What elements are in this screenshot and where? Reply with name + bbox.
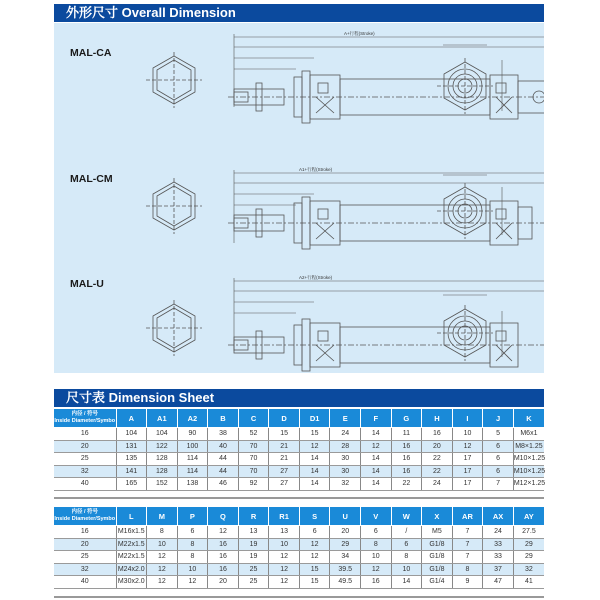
table-cell: 22 — [391, 478, 422, 491]
column-header-a2: A2 — [177, 409, 208, 428]
table-cell: G1/8 — [422, 563, 453, 576]
table-cell: 27 — [269, 478, 300, 491]
table-cell: M24x2.0 — [116, 563, 147, 576]
table-cell: 14 — [361, 428, 392, 441]
table-cell: 6 — [483, 440, 514, 453]
table-cell: 20 — [208, 576, 239, 589]
table-cell: 12 — [269, 576, 300, 589]
table-cell: 38 — [208, 428, 239, 441]
dim-label-a2-stroke: A2+行程(Stroke) — [299, 275, 333, 280]
table-cell: 40 — [208, 440, 239, 453]
table-cell: 12 — [299, 551, 330, 564]
table-cell: 6 — [361, 526, 392, 539]
table-cell: 6 — [177, 526, 208, 539]
table-cell: 11 — [391, 428, 422, 441]
column-header-a1: A1 — [147, 409, 178, 428]
table-cell: M16x1.5 — [116, 526, 147, 539]
table-cell: 12 — [452, 440, 483, 453]
table-cell: 30 — [330, 453, 361, 466]
column-header-v: V — [361, 507, 392, 526]
table-row — [54, 576, 544, 589]
table-2-bottom-rule — [54, 596, 544, 598]
table-cell: 8 — [177, 538, 208, 551]
table-cell: 40 — [54, 576, 116, 589]
table-cell: 29 — [513, 551, 544, 564]
table-cell: M10×1.25 — [513, 453, 544, 466]
table-cell: 21 — [269, 453, 300, 466]
table-cell: 12 — [147, 563, 178, 576]
table-cell: 100 — [177, 440, 208, 453]
dimension-sheet-header: 尺寸表 Dimension Sheet — [54, 389, 544, 407]
table-cell: M22x1.5 — [116, 551, 147, 564]
table-cell: 138 — [177, 478, 208, 491]
table-cell: 12 — [177, 576, 208, 589]
table-cell: 128 — [147, 465, 178, 478]
table-cell: 10 — [269, 538, 300, 551]
column-header-l: L — [116, 507, 147, 526]
column-header-d1: D1 — [299, 409, 330, 428]
column-header-e: E — [330, 409, 361, 428]
table-cell: 122 — [147, 440, 178, 453]
table-cell: 21 — [269, 440, 300, 453]
table-cell: 14 — [391, 576, 422, 589]
table-cell: 10 — [361, 551, 392, 564]
table-cell: M6x1 — [513, 428, 544, 441]
table-cell: 52 — [238, 428, 269, 441]
table-cell: 16 — [391, 440, 422, 453]
table-cell: 24 — [422, 478, 453, 491]
table-cell: 33 — [483, 538, 514, 551]
table-cell: 44 — [208, 465, 239, 478]
table-cell: 22 — [422, 453, 453, 466]
table-cell: 10 — [452, 428, 483, 441]
table-cell: 8 — [177, 551, 208, 564]
table-cell: 8 — [147, 526, 178, 539]
table-cell: 16 — [391, 453, 422, 466]
dimension-table-2 — [54, 507, 544, 589]
column-header-q: Q — [208, 507, 239, 526]
model-label-mal-ca: MAL-CA — [70, 47, 112, 59]
table-cell: 104 — [116, 428, 147, 441]
table-cell: 14 — [361, 465, 392, 478]
table-cell: 14 — [361, 453, 392, 466]
table-cell: 14 — [299, 478, 330, 491]
column-header-w: W — [391, 507, 422, 526]
table-cell: 135 — [116, 453, 147, 466]
table-cell: 40 — [54, 478, 116, 491]
table-cell: 5 — [483, 428, 514, 441]
table-cell: 17 — [452, 478, 483, 491]
table-cell: 44 — [208, 453, 239, 466]
column-header-inside-diameter: 内径 / 符号 Inside Diameter/Symbo — [54, 409, 116, 428]
table-cell: 19 — [238, 538, 269, 551]
table-row — [54, 563, 544, 576]
table-cell: 15 — [299, 576, 330, 589]
table-cell: 92 — [238, 478, 269, 491]
table-cell: 24 — [330, 428, 361, 441]
table-cell: 20 — [330, 526, 361, 539]
table-cell: 15 — [269, 428, 300, 441]
table-row — [54, 551, 544, 564]
table-cell: M10×1.25 — [513, 465, 544, 478]
column-header-m: M — [147, 507, 178, 526]
dim-label-a-stroke: A+行程(Stroke) — [344, 31, 375, 36]
table-cell: 165 — [116, 478, 147, 491]
table-cell: 32 — [513, 563, 544, 576]
table-cell: 8 — [391, 551, 422, 564]
table-cell: 12 — [269, 563, 300, 576]
table-cell: 10 — [147, 538, 178, 551]
table-cell: 14 — [299, 465, 330, 478]
table-cell: 14 — [299, 453, 330, 466]
table-cell: 12 — [147, 576, 178, 589]
table-cell: G1/8 — [422, 551, 453, 564]
table-cell: 6 — [483, 453, 514, 466]
table-cell: 114 — [177, 465, 208, 478]
column-header-h: H — [422, 409, 453, 428]
table-cell: 131 — [116, 440, 147, 453]
table-cell: 19 — [238, 551, 269, 564]
table-cell: 32 — [330, 478, 361, 491]
table-cell: 27.5 — [513, 526, 544, 539]
table-cell: 49.5 — [330, 576, 361, 589]
table-cell: 32 — [54, 563, 116, 576]
table-cell: 20 — [54, 538, 116, 551]
table-cell: 22 — [422, 465, 453, 478]
table-cell: 90 — [177, 428, 208, 441]
table-cell: 16 — [361, 576, 392, 589]
table-row — [54, 526, 544, 539]
table-cell: 39.5 — [330, 563, 361, 576]
table-row — [54, 478, 544, 491]
table-cell: 28 — [330, 440, 361, 453]
table-cell: 12 — [361, 440, 392, 453]
column-header-d: D — [269, 409, 300, 428]
table-cell: 6 — [483, 465, 514, 478]
column-header-ay: AY — [513, 507, 544, 526]
table-row — [54, 453, 544, 466]
table-cell: 17 — [452, 465, 483, 478]
table-cell: 12 — [147, 551, 178, 564]
table-cell: 29 — [330, 538, 361, 551]
model-label-mal-u: MAL-U — [70, 278, 104, 290]
table-cell: 12 — [269, 551, 300, 564]
table-cell: 12 — [299, 538, 330, 551]
column-header-a: A — [116, 409, 147, 428]
table-cell: 25 — [54, 551, 116, 564]
table-cell: 12 — [208, 526, 239, 539]
table-cell: 33 — [483, 551, 514, 564]
table-cell: 27 — [269, 465, 300, 478]
table-cell: 8 — [361, 538, 392, 551]
column-header-i: I — [452, 409, 483, 428]
column-header-b: B — [208, 409, 239, 428]
column-header-f: F — [361, 409, 392, 428]
table-cell: 34 — [330, 551, 361, 564]
table-cell: 16 — [208, 563, 239, 576]
table-cell: 12 — [299, 440, 330, 453]
column-header-s: S — [299, 507, 330, 526]
column-header-u: U — [330, 507, 361, 526]
table-cell: M30x2.0 — [116, 576, 147, 589]
table-1-bottom-rule — [54, 497, 544, 499]
table-cell: 114 — [177, 453, 208, 466]
table-cell: 41 — [513, 576, 544, 589]
table-cell: 128 — [147, 453, 178, 466]
table-cell: 10 — [391, 563, 422, 576]
table-row — [54, 465, 544, 478]
dim-label-a1-stroke: A1+行程(Stroke) — [299, 167, 333, 172]
table-cell: 17 — [452, 453, 483, 466]
table-cell: 30 — [330, 465, 361, 478]
table-cell: 15 — [299, 428, 330, 441]
table-cell: 16 — [422, 428, 453, 441]
table-cell: 8 — [452, 563, 483, 576]
column-header-ax: AX — [483, 507, 514, 526]
table-cell: 46 — [208, 478, 239, 491]
table-cell: 47 — [483, 576, 514, 589]
table-cell: 25 — [238, 576, 269, 589]
table-cell: 14 — [361, 478, 392, 491]
dimension-table-1 — [54, 409, 544, 491]
table-cell: 16 — [391, 465, 422, 478]
table-row — [54, 538, 544, 551]
table-cell: G1/4 — [422, 576, 453, 589]
table-cell: 9 — [452, 576, 483, 589]
table-cell: 37 — [483, 563, 514, 576]
table-row — [54, 428, 544, 441]
column-header-ar: AR — [452, 507, 483, 526]
table-cell: 12 — [361, 563, 392, 576]
column-header-p: P — [177, 507, 208, 526]
table-cell: 16 — [54, 428, 116, 441]
table-cell: 20 — [54, 440, 116, 453]
table-cell: M5 — [422, 526, 453, 539]
table-cell: 10 — [177, 563, 208, 576]
table-cell: 7 — [452, 551, 483, 564]
table-cell: M22x1.5 — [116, 538, 147, 551]
table-cell: 15 — [299, 563, 330, 576]
table-cell: 104 — [147, 428, 178, 441]
table-cell: 16 — [208, 538, 239, 551]
technical-drawings — [54, 23, 544, 373]
table-cell: 13 — [238, 526, 269, 539]
column-header-x: X — [422, 507, 453, 526]
column-header-k: K — [513, 409, 544, 428]
table-cell: 141 — [116, 465, 147, 478]
table-cell: G1/8 — [422, 538, 453, 551]
table-cell: 70 — [238, 440, 269, 453]
table-cell: 25 — [238, 563, 269, 576]
table-cell: 16 — [54, 526, 116, 539]
table-cell: 6 — [299, 526, 330, 539]
table-cell: 24 — [483, 526, 514, 539]
table-cell: M12×1.25 — [513, 478, 544, 491]
table-cell: 7 — [452, 526, 483, 539]
table-cell: 70 — [238, 453, 269, 466]
column-header-g: G — [391, 409, 422, 428]
table-cell: 7 — [483, 478, 514, 491]
column-header-r: R — [238, 507, 269, 526]
table-cell: 16 — [208, 551, 239, 564]
table-cell: 152 — [147, 478, 178, 491]
model-label-mal-cm: MAL-CM — [70, 173, 113, 185]
table-cell: 29 — [513, 538, 544, 551]
table-cell: 32 — [54, 465, 116, 478]
column-header-inside-diameter: 内径 / 符号 Inside Diameter/Symbo — [54, 507, 116, 526]
drawing-panel — [54, 23, 544, 373]
table-cell: 7 — [452, 538, 483, 551]
table-cell: M8×1.25 — [513, 440, 544, 453]
table-cell: 6 — [391, 538, 422, 551]
table-cell: 13 — [269, 526, 300, 539]
table-cell: 70 — [238, 465, 269, 478]
column-header-j: J — [483, 409, 514, 428]
column-header-r1: R1 — [269, 507, 300, 526]
table-cell: 20 — [422, 440, 453, 453]
table-cell: / — [391, 526, 422, 539]
table-cell: 25 — [54, 453, 116, 466]
table-row — [54, 440, 544, 453]
column-header-c: C — [238, 409, 269, 428]
overall-dimension-header: 外形尺寸 Overall Dimension — [54, 4, 544, 22]
